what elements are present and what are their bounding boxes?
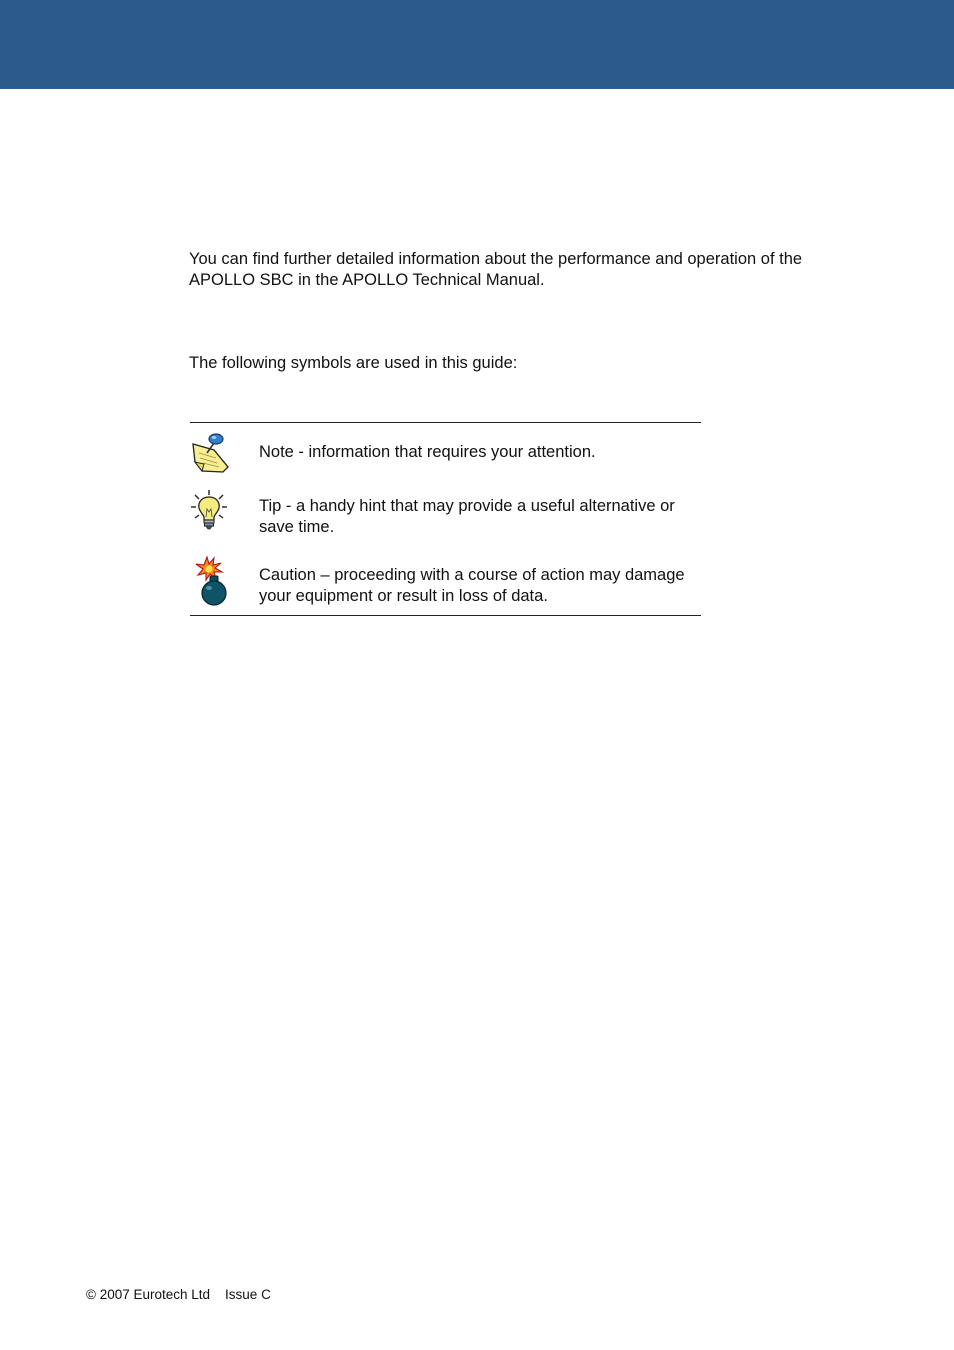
footer-issue: Issue C (225, 1287, 271, 1302)
tip-description: Tip - a handy hint that may provide a useful alternative or save time. (259, 497, 675, 536)
caution-description: Caution – proceeding with a course of action may damage your equipment or result in loss of data. (259, 566, 685, 605)
page-footer (86, 1287, 271, 1303)
tip-lightbulb-icon (190, 489, 230, 538)
caution-bomb-icon (190, 555, 232, 614)
note-description: Note - information that requires your attention. (259, 443, 596, 461)
note-pin-icon (190, 431, 232, 480)
symbols-intro-paragraph: The following symbols are used in this guide: (189, 354, 518, 372)
intro-paragraph: You can find further detailed information about the performance and operation of the APOLLO SBC in the APOLLO Technical Manual. (189, 250, 803, 289)
header-band (0, 0, 954, 89)
footer-copyright: © 2007 Eurotech Ltd (86, 1287, 211, 1302)
symbols-table (190, 422, 701, 616)
